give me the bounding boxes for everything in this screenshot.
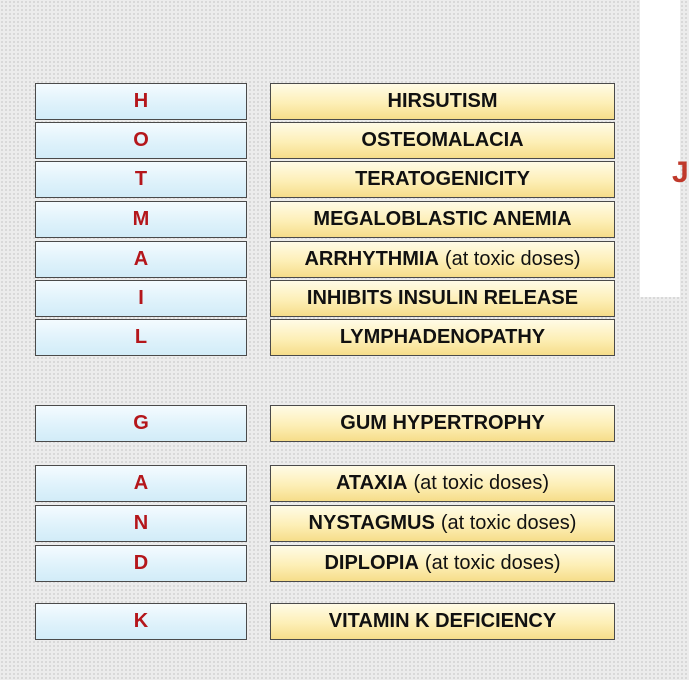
mnemonic-letter: M (132, 208, 150, 230)
mnemonic-term: INHIBITS INSULIN RELEASE (306, 287, 579, 309)
mnemonic-term: VITAMIN K DEFICIENCY (328, 610, 557, 632)
mnemonic-letter-box (35, 603, 247, 640)
mnemonic-term: LYMPHADENOPATHY (339, 326, 546, 348)
mnemonic-letter: N (133, 512, 149, 534)
mnemonic-term-box (270, 83, 615, 120)
mnemonic-note: (at toxic doses) (424, 552, 561, 574)
mnemonic-term: NYSTAGMUS (308, 512, 435, 534)
mnemonic-letter-box (35, 241, 247, 278)
mnemonic-letter: G (133, 412, 149, 434)
mnemonic-letter-box (35, 122, 247, 159)
mnemonic-letter-box (35, 280, 247, 317)
mnemonic-term: ARRHYTHMIA (304, 248, 439, 270)
mnemonic-letter-box (35, 319, 247, 356)
mnemonic-term-box (270, 505, 615, 542)
mnemonic-letter: A (133, 248, 149, 270)
mnemonic-term: HIRSUTISM (387, 90, 498, 112)
mnemonic-letter-box (35, 465, 247, 502)
mnemonic-letter-box (35, 201, 247, 238)
mnemonic-term-box (270, 280, 615, 317)
mnemonic-letter: D (133, 552, 149, 574)
mnemonic-term-box (270, 603, 615, 640)
side-panel (640, 0, 680, 297)
mnemonic-term-box (270, 241, 615, 278)
mnemonic-term-box (270, 161, 615, 198)
mnemonic-letter: H (133, 90, 149, 112)
mnemonic-letter-box (35, 505, 247, 542)
mnemonic-letter-box (35, 545, 247, 582)
mnemonic-letter: O (133, 129, 149, 151)
mnemonic-term-box (270, 201, 615, 238)
mnemonic-letter-box (35, 405, 247, 442)
cropped-glyph: J (672, 156, 689, 189)
mnemonic-letter-box (35, 83, 247, 120)
mnemonic-term-box (270, 319, 615, 356)
mnemonic-note: (at toxic doses) (440, 512, 577, 534)
mnemonic-letter: T (134, 168, 148, 190)
mnemonic-term-box (270, 122, 615, 159)
mnemonic-letter: I (138, 287, 144, 309)
mnemonic-term: OSTEOMALACIA (361, 129, 524, 151)
mnemonic-letter: A (133, 472, 149, 494)
mnemonic-term-box (270, 545, 615, 582)
mnemonic-term: TERATOGENICITY (355, 168, 530, 190)
mnemonic-term-box (270, 405, 615, 442)
mnemonic-letter-box (35, 161, 247, 198)
mnemonic-term-box (270, 465, 615, 502)
mnemonic-term: GUM HYPERTROPHY (340, 412, 545, 434)
mnemonic-term: DIPLOPIA (324, 552, 419, 574)
mnemonic-term: MEGALOBLASTIC ANEMIA (313, 208, 572, 230)
mnemonic-note: (at toxic doses) (413, 472, 550, 494)
mnemonic-letter: L (134, 326, 148, 348)
mnemonic-letter: K (133, 610, 149, 632)
mnemonic-note: (at toxic doses) (444, 248, 581, 270)
mnemonic-term: ATAXIA (335, 472, 408, 494)
